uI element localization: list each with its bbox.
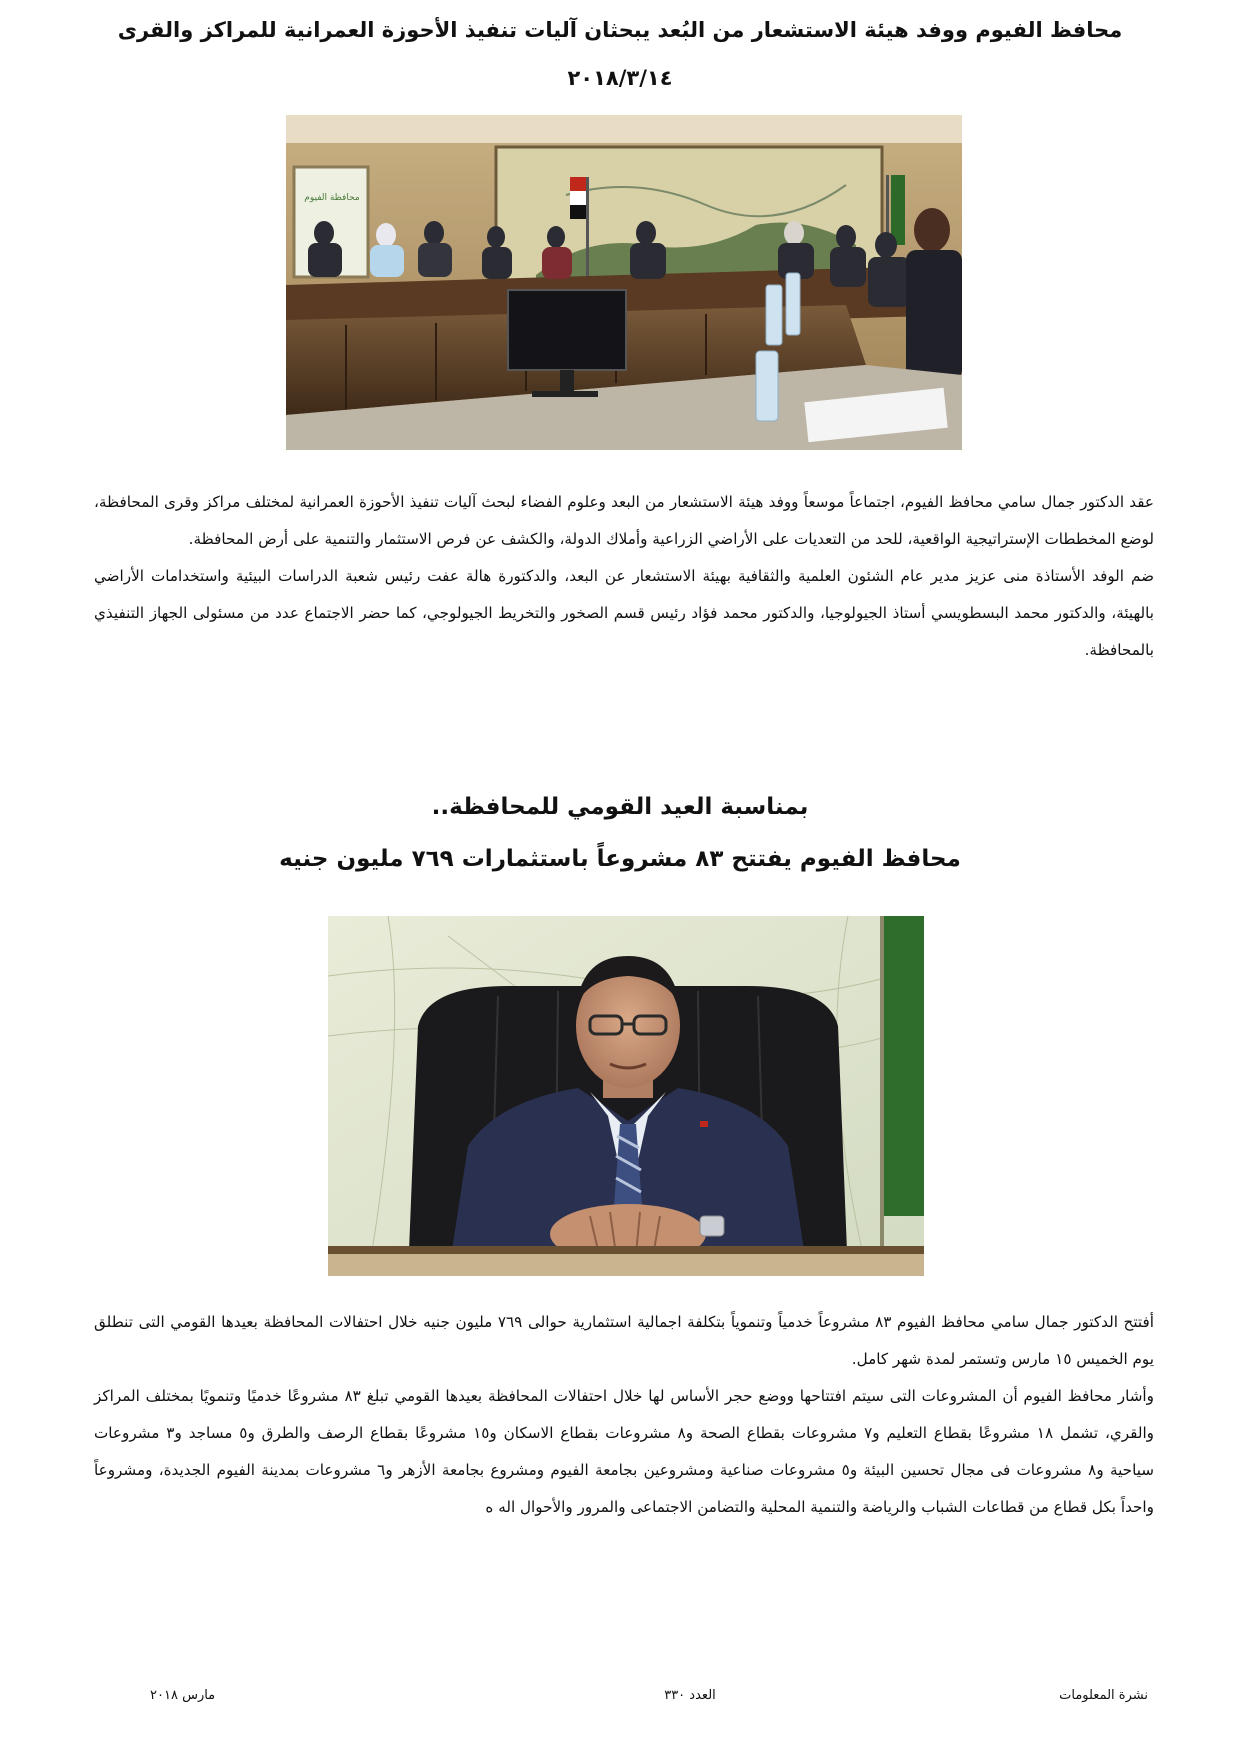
governor-portrait-illustration: [328, 916, 924, 1276]
article2-paragraph: أفتتح الدكتور جمال سامي محافظ الفيوم ٨٣ مشروعاً خدمياً وتنموياً بتكلفة اجمالية استثمارية حوالى ٧٦٩ مليون جنيه خلال احتفالات المحافظة بعيدها القومي التى تنطلق يوم الخميس ١٥ مارس وتستمر لمدة شهر كامل.: [94, 1313, 1154, 1368]
article2-body: [94, 1304, 1154, 1526]
article2-title: محافظ الفيوم يفتتح ٨٣ مشروعاً باستثمارات ٧٦٩ مليون جنيه: [279, 846, 961, 872]
article1-date: ٢٠١٨/٣/١٤: [567, 66, 673, 90]
article2-paragraph: وأشار محافظ الفيوم أن المشروعات التى سيتم افتتاحها ووضع حجر الأساس لها خلال احتفالات المحافظة بعيدها القومي تبلغ ٨٣ مشروعًا خدميًا وتنمويًا بمختلف المراكز والقري، تشمل ١٨ مشروعًا بقطاع التعليم و٧ مشروعات بقطاع الصحة و٨ مشروعات بقطاع الاسكان و١٥ مشروعًا بقطاع الرصف والطرق و٥ مساجد و٣ مشروعات سياحية و٨ مشروعات فى مجال تحسين البيئة و٥ مشروعات صناعية ومشروعين بجامعة الفيوم ومشروع بجامعة الأزهر و٦ مشروعات بمدينة الفيوم الجديدة، ومشروعاً واحداً بكل قطاع من قطاعات الشباب والرياضة والتنمية المحلية والتضامن الاجتماعى والمرور والأحوال اله ه: [94, 1387, 1155, 1516]
meeting-photo: [286, 115, 962, 450]
footer-month: مارس ٢٠١٨: [150, 1688, 216, 1703]
article1-title: محافظ الفيوم ووفد هيئة الاستشعار من البُعد يبحثان آليات تنفيذ الأحوزة العمرانية للمراكز والقرى: [117, 18, 1123, 42]
article1-paragraph: عقد الدكتور جمال سامي محافظ الفيوم، اجتماعاً موسعاً ووفد هيئة الاستشعار من البعد وعلوم الفضاء لبحث آليات تنفيذ الأحوزة العمرانية لمختلف مراكز وقرى المحافظة، لوضع المخططات الإستراتيجية الواقعية، للحد من التعديات على الأراضي الزراعية وأملاك الدولة، والكشف عن فرص الاستثمار والتنمية على أرض المحافظة.: [94, 493, 1154, 548]
footer-issue: العدد ٣٣٠: [664, 1688, 716, 1703]
article2-kicker: بمناسبة العيد القومي للمحافظة..: [431, 794, 809, 820]
meeting-photo-illustration: [286, 115, 962, 450]
governor-portrait-photo: [328, 916, 924, 1276]
footer-publication: نشرة المعلومات: [1059, 1688, 1148, 1703]
article1-body: [94, 484, 1154, 669]
map-label: محافظة الفيوم: [304, 193, 360, 203]
article1-paragraph: ضم الوفد الأستاذة منى عزيز مدير عام الشئون العلمية والثقافية بهيئة الاستشعار عن البعد، والدكتورة هالة عفت رئيس شعبة الدراسات البيئية واستخدامات الأراضي بالهيئة، والدكتور محمد البسطويسي أستاذ الجيولوجيا، والدكتور محمد فؤاد رئيس قسم الصخور والتخريط الجيولوجي، كما حضر الاجتماع عدد من مسئولى الجهاز التنفيذي بالمحافظة.: [94, 567, 1154, 659]
